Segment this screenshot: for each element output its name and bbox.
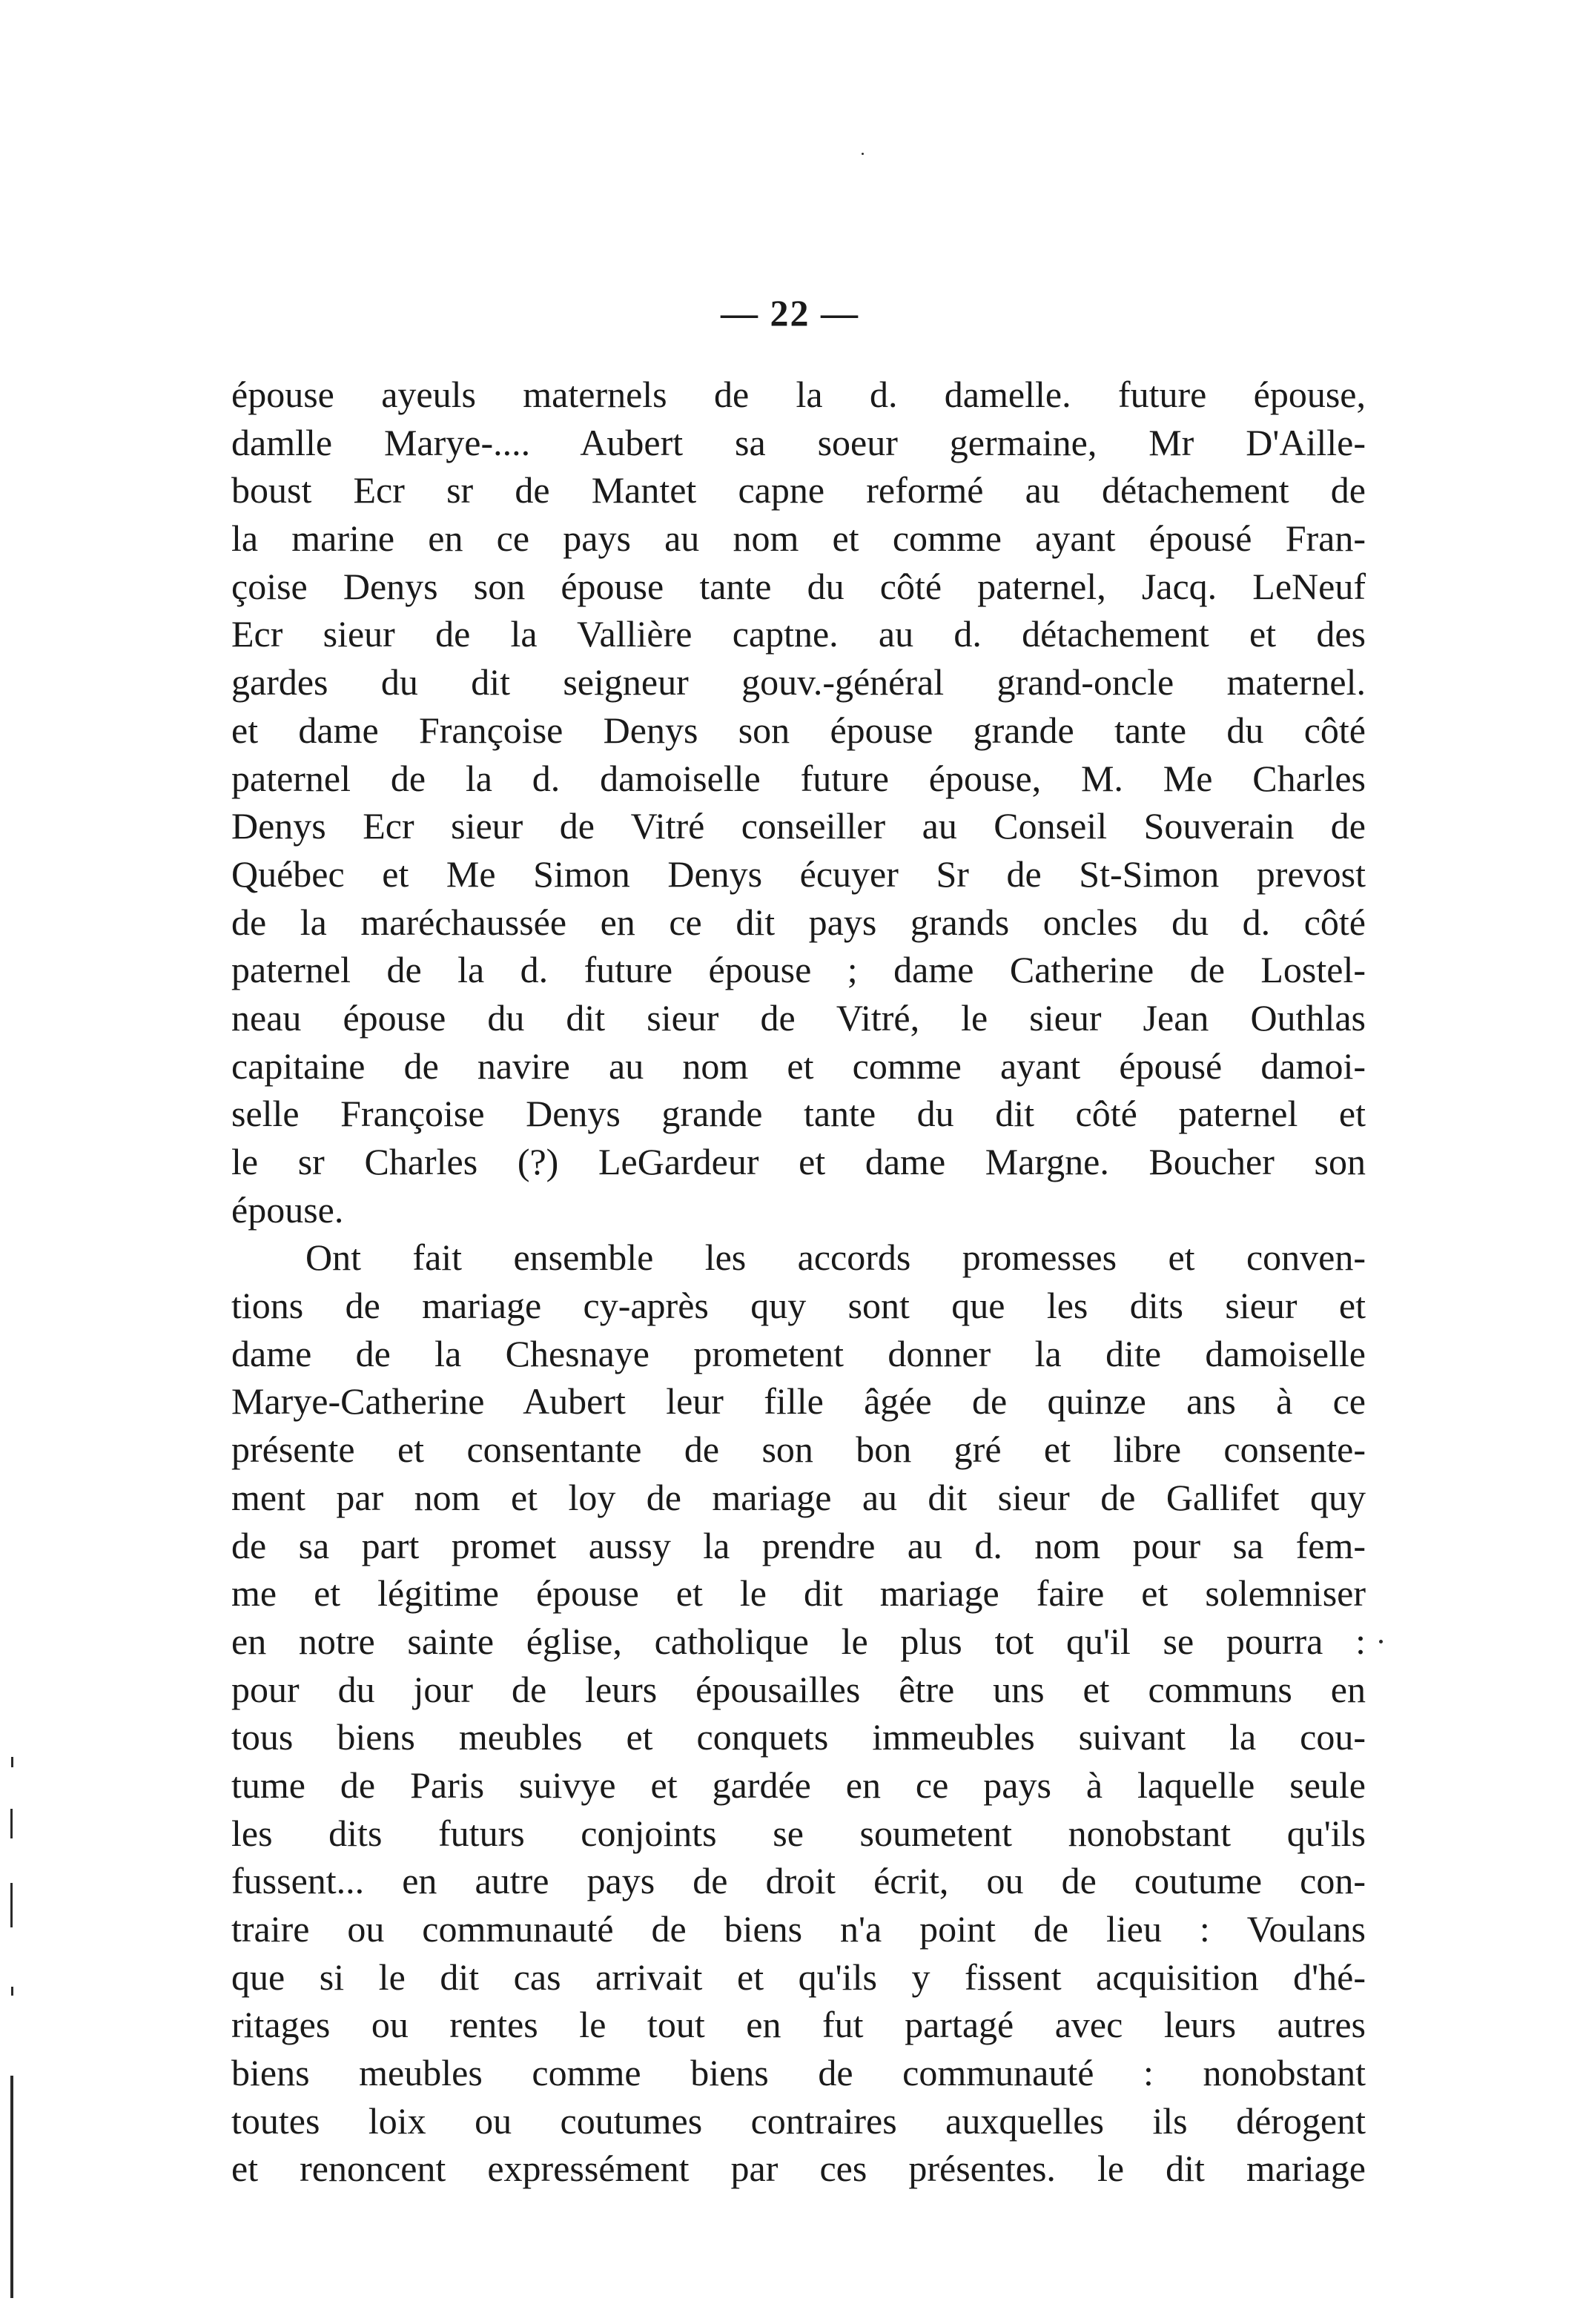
text-line: et dame Françoise Denys son épouse grande tante du côté: [231, 709, 1366, 751]
text-line: de sa part promet aussy la prendre au d. nom pour sa fem-: [231, 1524, 1366, 1566]
text-line: épouse.: [231, 1188, 344, 1231]
text-line: les dits futurs conjoints se soumetent nonobstant qu'ils: [231, 1812, 1366, 1854]
text-line: Ecr sieur de la Vallière captne. au d. détachement et des: [231, 613, 1366, 655]
text-line: biens meubles comme biens de communauté : nonobstant: [231, 2052, 1366, 2094]
text-line: ritages ou rentes le tout en fut partagé avec leurs autres: [231, 2004, 1366, 2046]
scan-edge-mark: [11, 1987, 13, 1996]
text-line: le sr Charles (?) LeGardeur et dame Margne. Boucher son: [231, 1141, 1366, 1182]
scan-dot-mark: [1379, 1640, 1383, 1643]
page-number: — 22 —: [721, 292, 859, 334]
text-line: dame de la Chesnaye prometent donner la dite damoiselle: [231, 1332, 1366, 1374]
text-line: traire ou communauté de biens n'a point de lieu : Voulans: [231, 1908, 1366, 1950]
text-line: me et légitime épouse et le dit mariage faire et solemniser: [231, 1572, 1366, 1615]
text-line: Denys Ecr sieur de Vitré conseiller au Conseil Souverain de: [231, 805, 1366, 847]
scan-edge-mark: [10, 1883, 13, 1927]
scan-dot-mark: [862, 153, 864, 155]
text-line: ment par nom et loy de mariage au dit sieur de Gallifet quy: [231, 1476, 1366, 1518]
text-line: capitaine de navire au nom et comme ayant épousé damoi-: [231, 1045, 1366, 1087]
text-line: tume de Paris suivye et gardée en ce pays à laquelle seule: [231, 1764, 1366, 1806]
text-line: en notre sainte église, catholique le plus tot qu'il se pourra :: [231, 1620, 1366, 1662]
scan-edge-mark: [10, 1809, 13, 1838]
text-line: présente et consentante de son bon gré et libre consente-: [231, 1429, 1366, 1471]
text-line: de la maréchaussée en ce dit pays grands oncles du d. côté: [231, 901, 1366, 943]
text-line: gardes du dit seigneur gouv.-général grand-oncle maternel.: [231, 661, 1366, 704]
text-line: toutes loix ou coutumes contraires auxquelles ils dérogent: [231, 2099, 1366, 2142]
text-line: selle Françoise Denys grande tante du dit côté paternel et: [231, 1093, 1366, 1135]
text-line: Québec et Me Simon Denys écuyer Sr de St-Simon prevost: [231, 853, 1366, 895]
text-line: fussent... en autre pays de droit écrit, ou de coutume con-: [231, 1860, 1366, 1902]
text-line: neau épouse du dit sieur de Vitré, le sieur Jean Outhlas: [231, 996, 1366, 1039]
text-line: tous biens meubles et conquets immeubles suivant la cou-: [231, 1716, 1366, 1758]
text-line: épouse ayeuls maternels de la d. damelle. future épouse,: [231, 374, 1366, 415]
text-line: pour du jour de leurs épousailles être uns et communs en: [231, 1668, 1366, 1710]
text-line: la marine en ce pays au nom et comme ayant épousé Fran-: [231, 517, 1366, 560]
text-line: que si le dit cas arrivait et qu'ils y fissent acquisition d'hé-: [231, 1956, 1366, 1998]
text-line: boust Ecr sr de Mantet capne reformé au détachement de: [231, 469, 1366, 512]
body-text: [231, 371, 1366, 2193]
text-line: paternel de la d. future épouse ; dame Catherine de Lostel-: [231, 949, 1366, 991]
text-line: paternel de la d. damoiselle future épouse, M. Me Charles: [231, 757, 1366, 799]
text-line: et renoncent expressément par ces présentes. le dit mariage: [231, 2148, 1366, 2190]
text-line: çoise Denys son épouse tante du côté paternel, Jacq. LeNeuf: [231, 565, 1366, 607]
scan-edge-mark: [11, 1757, 13, 1767]
paragraph-start-line: Ont fait ensemble les accords promesses et conven-: [305, 1237, 1366, 1279]
text-line: damlle Marye-.... Aubert sa soeur germaine, Mr D'Aille-: [231, 421, 1366, 463]
scan-edge-mark: [10, 2076, 13, 2298]
text-line: tions de mariage cy-après quy sont que les dits sieur et: [231, 1285, 1366, 1327]
text-line: Marye-Catherine Aubert leur fille âgée de quinze ans à ce: [231, 1380, 1366, 1423]
